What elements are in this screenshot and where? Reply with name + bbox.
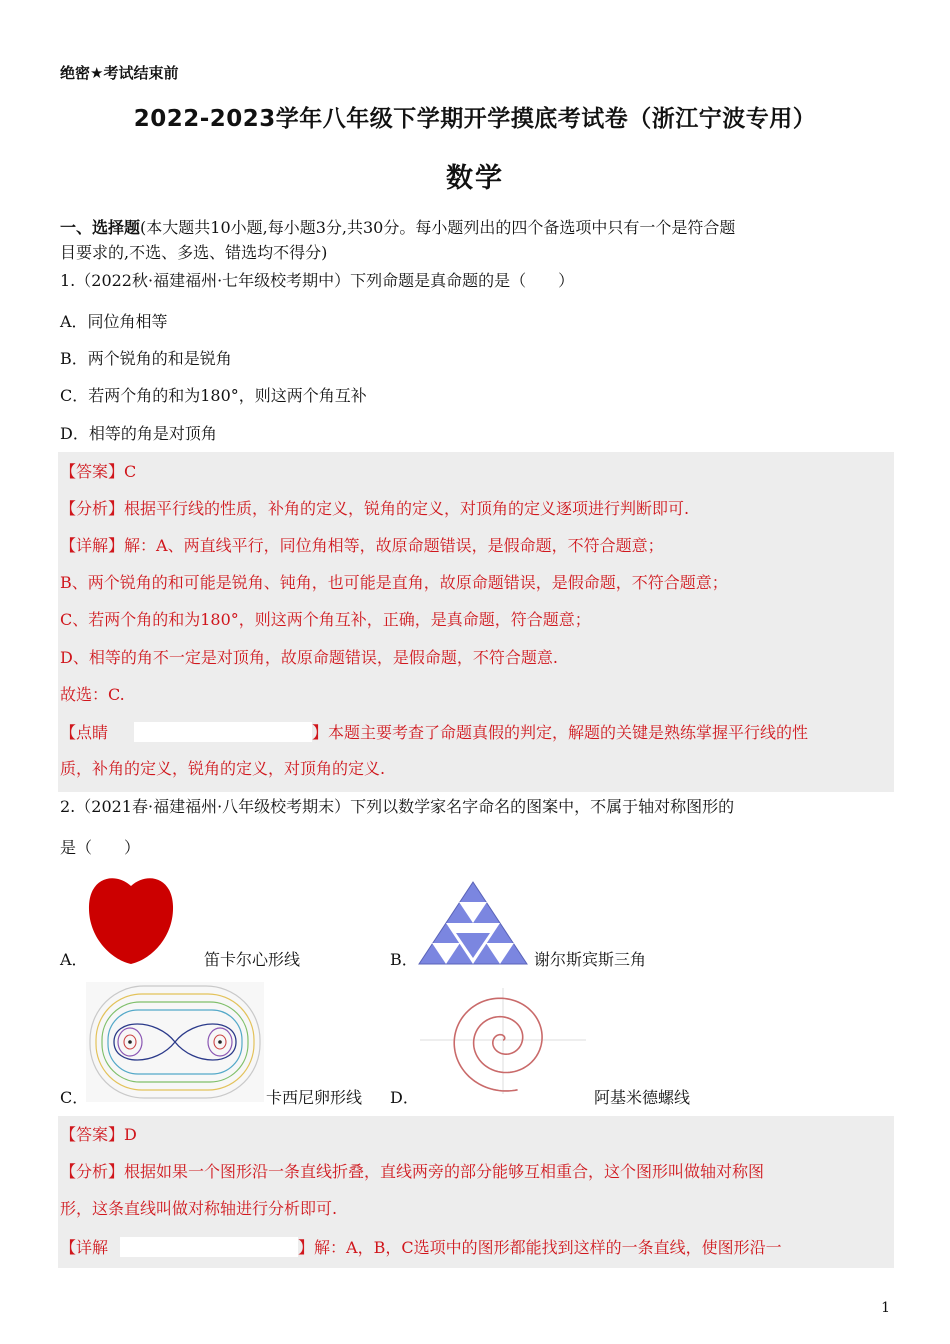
analysis-text: 根据平行线的性质，补角的定义，锐角的定义，对顶角的定义逐项进行判断即可. [124, 499, 690, 518]
section-desc-line2: 目要求的,不选、多选、错选均不得分) [60, 243, 328, 262]
subject-title: 数学 [446, 163, 504, 194]
q2-stem-line1: 2.（2021春·福建福州·八年级校考期末）下列以数学家名字命名的图案中，不属于轴对称图形的 [60, 797, 735, 816]
q1-option-a: A．同位角相等 [60, 312, 168, 331]
q2-option-a-text: 笛卡尔心形线 [204, 950, 301, 969]
q2-option-c-text: 卡西尼卵形线 [266, 1088, 363, 1107]
redacted-blank [134, 722, 312, 742]
q1-detail-c: C、若两个角的和为180°，则这两个角互补，正确，是真命题，符合题意； [60, 610, 591, 629]
section-desc: (本大题共10小题,每小题3分,共30分。每小题列出的四个备选项中只有一个是符合题 [140, 218, 736, 237]
cardioid-shape [89, 878, 173, 964]
analysis-text: 根据如果一个图形沿一条直线折叠，直线两旁的部分能够互相重合，这个图形叫做轴对称图 [124, 1162, 765, 1181]
q1-option-c: C．若两个角的和为180°，则这两个角互补 [60, 386, 367, 405]
q2-answer-line [60, 1125, 137, 1145]
page-number: 1 [881, 1300, 890, 1316]
q2-option-a-label: A． [60, 950, 88, 969]
answer-value: C [124, 462, 137, 481]
q1-stem: 1.（2022秋·福建福州·七年级校考期中）下列命题是真命题的是（ ） [60, 271, 575, 290]
answer-tag: 【答案】 [60, 1125, 125, 1144]
detail-prefix: 解： [124, 536, 157, 555]
q2-option-b-label: B． [390, 950, 418, 969]
cassini-ovals-figure [86, 982, 264, 1102]
archimedean-spiral-figure [414, 982, 592, 1100]
answer-value: D [124, 1125, 137, 1144]
q2-option-d-text: 阿基米德螺线 [594, 1088, 691, 1107]
q2-stem-line2: 是（ ） [60, 838, 141, 857]
detail-tag-close: 】 [298, 1238, 315, 1257]
q1-comment-line2: 质，补角的定义，锐角的定义，对顶角的定义. [60, 759, 386, 778]
q1-choose: 故选：C. [60, 685, 125, 704]
analysis-tag: 【分析】 [60, 499, 125, 518]
answer-tag: 【答案】 [60, 462, 125, 481]
comment-tag-close: 】 [312, 723, 329, 742]
redacted-blank [120, 1237, 298, 1257]
analysis-tag: 【分析】 [60, 1162, 125, 1181]
detail-a: A、两直线平行，同位角相等，故原命题错误，是假命题，不符合题意； [156, 536, 664, 555]
q2-detail-line1 [60, 1237, 782, 1258]
q1-option-d: D．相等的角是对顶角 [60, 424, 217, 443]
confidential-label: 绝密★考试结束前 [60, 64, 179, 82]
detail-text: 解：A，B，C选项中的图形都能找到这样的一条直线，使图形沿一 [314, 1238, 782, 1257]
q1-detail-b: B、两个锐角的和可能是锐角、钝角，也可能是直角，故原命题错误，是假命题，不符合题意； [60, 573, 728, 592]
comment-text: 本题主要考查了命题真假的判定，解题的关键是熟练掌握平行线的性 [328, 723, 809, 742]
spiral-curve [454, 998, 542, 1091]
sierpinski-figure [417, 880, 529, 966]
section-heading: 一、选择题 [60, 218, 141, 237]
cardioid-figure [86, 872, 176, 966]
q2-analysis-line2: 形，这条直线叫做对称轴进行分析即可. [60, 1199, 338, 1218]
q2-analysis-line1 [60, 1162, 764, 1182]
q1-answer-line [60, 462, 136, 482]
detail-tag: 【详解】 [60, 536, 125, 555]
q2-option-d-label: D． [390, 1088, 419, 1107]
focus-point-right [218, 1040, 222, 1044]
q1-detail-line [60, 536, 664, 556]
section-heading-line1 [60, 218, 735, 238]
focus-point-left [128, 1040, 132, 1044]
q1-option-b: B．两个锐角的和是锐角 [60, 349, 232, 368]
q1-comment-line1 [60, 722, 808, 743]
q2-option-b-text: 谢尔斯宾斯三角 [534, 950, 647, 969]
q1-detail-d: D、相等的角不一定是对顶角，故原命题错误，是假命题，不符合题意. [60, 648, 558, 667]
detail-tag: 【详解 [60, 1238, 109, 1257]
q2-option-c-label: C． [60, 1088, 89, 1107]
q1-analysis-line [60, 499, 689, 519]
comment-tag: 【点睛 [60, 723, 109, 742]
exam-title: 2022-2023学年八年级下学期开学摸底考试卷（浙江宁波专用） [133, 106, 817, 132]
